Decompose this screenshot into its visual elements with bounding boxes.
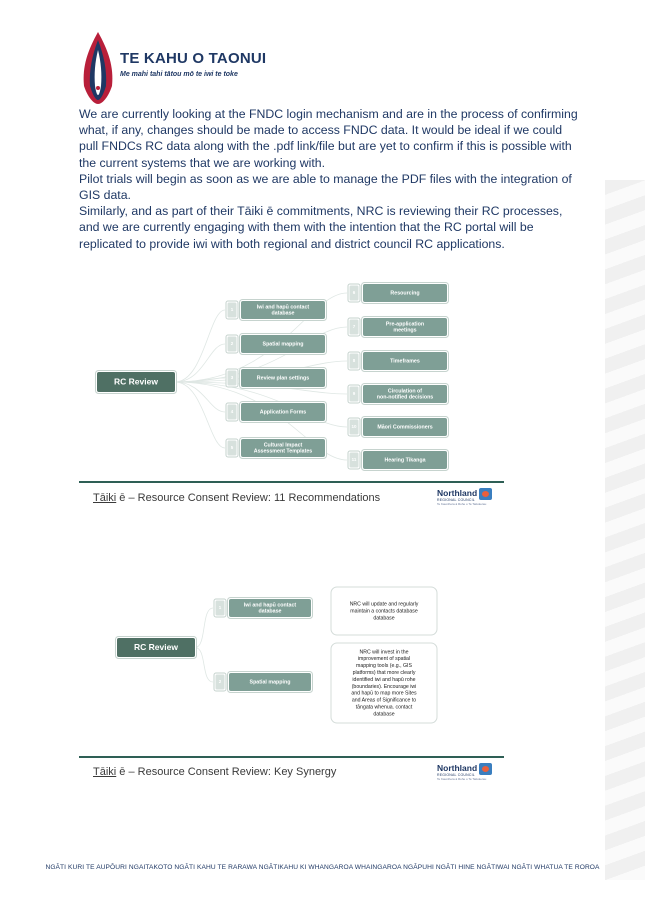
item-number: 8: [352, 358, 356, 364]
synergy-note-text: NRC will invest in the improvement of spatial mapping tools (e.g., GIS platforms) that more clearly identified iwi and hapū rohe (boundaries). Encourage iwi and hapū to map more Sites and Areas of Significance to tāngata whenua. contact database: [351, 649, 417, 718]
connector-line: [195, 608, 213, 648]
nrc-name: Northland: [437, 763, 478, 773]
northland-regional-council-logo: [437, 488, 497, 510]
nrc-name: Northland: [437, 488, 478, 498]
node-label: Circulation of non-notified decisions: [376, 388, 434, 401]
connector-line: [175, 310, 225, 382]
node-label: Pre-application meetings: [385, 321, 425, 334]
recommendations-diagram: [79, 278, 504, 478]
nrc-tag: Te Kaunihera ā Rohe o Te Taitokerau: [437, 502, 487, 506]
nrc-mark-icon: [479, 763, 492, 775]
item-number: 3: [230, 375, 234, 381]
item-number: 5: [230, 445, 234, 451]
slide-caption: [93, 766, 336, 778]
node-label: Spatial mapping: [249, 679, 291, 686]
node-label: Application Forms: [259, 409, 307, 416]
connector-line: [195, 648, 213, 683]
iwi-footer: NGĀTI KURI TE AUPŌURI NGAITAKOTO NGĀTI KAHU TE RARAWA NGĀTIKAHU KI WHANGAROA WHAINGAROA NGĀPUHI NGĀTI HINE NGĀTIWAI NGĀTI WHATUA TE ROROA: [45, 864, 600, 871]
caption-underlined: Tāiki: [93, 766, 117, 778]
caption-text: ē – Resource Consent Review: 11 Recommendations: [116, 492, 381, 504]
nrc-tag: Te Kaunihera ā Rohe o Te Taitokerau: [437, 777, 487, 781]
item-number: 2: [218, 679, 222, 685]
item-number: 11: [351, 457, 357, 463]
node-label: Māori Commissioners: [377, 424, 433, 431]
recommendations-slide: [79, 278, 504, 512]
paragraph: Pilot trials will begin as soon as we are able to manage the PDF files with the integration of GIS data.: [79, 171, 572, 203]
item-number: 7: [352, 324, 356, 330]
org-name: TE KAHU O TAONUI: [120, 50, 267, 67]
slide-rule: [79, 481, 504, 483]
item-number: 1: [230, 307, 234, 313]
item-number: 6: [352, 290, 356, 296]
node-label: Review plan settings: [256, 375, 310, 382]
paragraph: Similarly, and as part of their Tāiki ē commitments, NRC is reviewing their RC processes, and we are currently engaging with them with the intention that the RC portal will be replicated to provide iwi with both regional and district council RC applications.: [79, 204, 563, 251]
node-label: Spatial mapping: [262, 341, 304, 348]
synergy-slide: [79, 575, 504, 787]
root-label: RC Review: [134, 641, 178, 652]
node-label: Iwi and hapū contact database: [256, 304, 310, 317]
root-label: RC Review: [114, 376, 158, 387]
synergy-diagram: [79, 575, 504, 755]
caption-underlined: Tāiki: [93, 492, 117, 504]
nrc-mark-icon: [479, 488, 492, 500]
northland-regional-council-logo: [437, 763, 497, 785]
item-number: 1: [218, 605, 222, 611]
node-label: Iwi and hapū contact database: [243, 602, 297, 615]
org-tagline: Me mahi tahi tātou mō te iwi te toke: [120, 71, 238, 78]
te-kahu-o-taonui-logo: [78, 30, 278, 108]
body-text: [79, 106, 579, 252]
taonui-emblem-icon: [78, 30, 118, 106]
item-number: 10: [351, 424, 357, 430]
slide-caption: [93, 492, 380, 504]
node-label: Timeframes: [390, 358, 420, 365]
item-number: 2: [230, 341, 234, 347]
node-label: Hearing Tikanga: [384, 457, 426, 464]
caption-text: ē – Resource Consent Review: Key Synergy: [116, 766, 337, 778]
paragraph: We are currently looking at the FNDC login mechanism and are in the process of confirming what, if any, changes should be made to access FNDC data. It would be ideal if we could pull FNDCs RC data along with the .pdf link/file but are yet to confirm if this is possible with the current systems that we are working with.: [79, 107, 578, 170]
synergy-note-text: NRC will update and regularly maintain a contacts database database: [349, 601, 419, 622]
slide-rule: [79, 756, 504, 758]
nrc-sub: REGIONAL COUNCIL: [437, 498, 475, 502]
node-label: Resourcing: [390, 290, 420, 297]
item-number: 9: [352, 391, 356, 397]
item-number: 4: [230, 409, 234, 415]
node-label: Cultural Impact Assessment Templates: [253, 442, 313, 455]
decorative-side-pattern: [605, 180, 645, 880]
nrc-sub: REGIONAL COUNCIL: [437, 773, 475, 777]
